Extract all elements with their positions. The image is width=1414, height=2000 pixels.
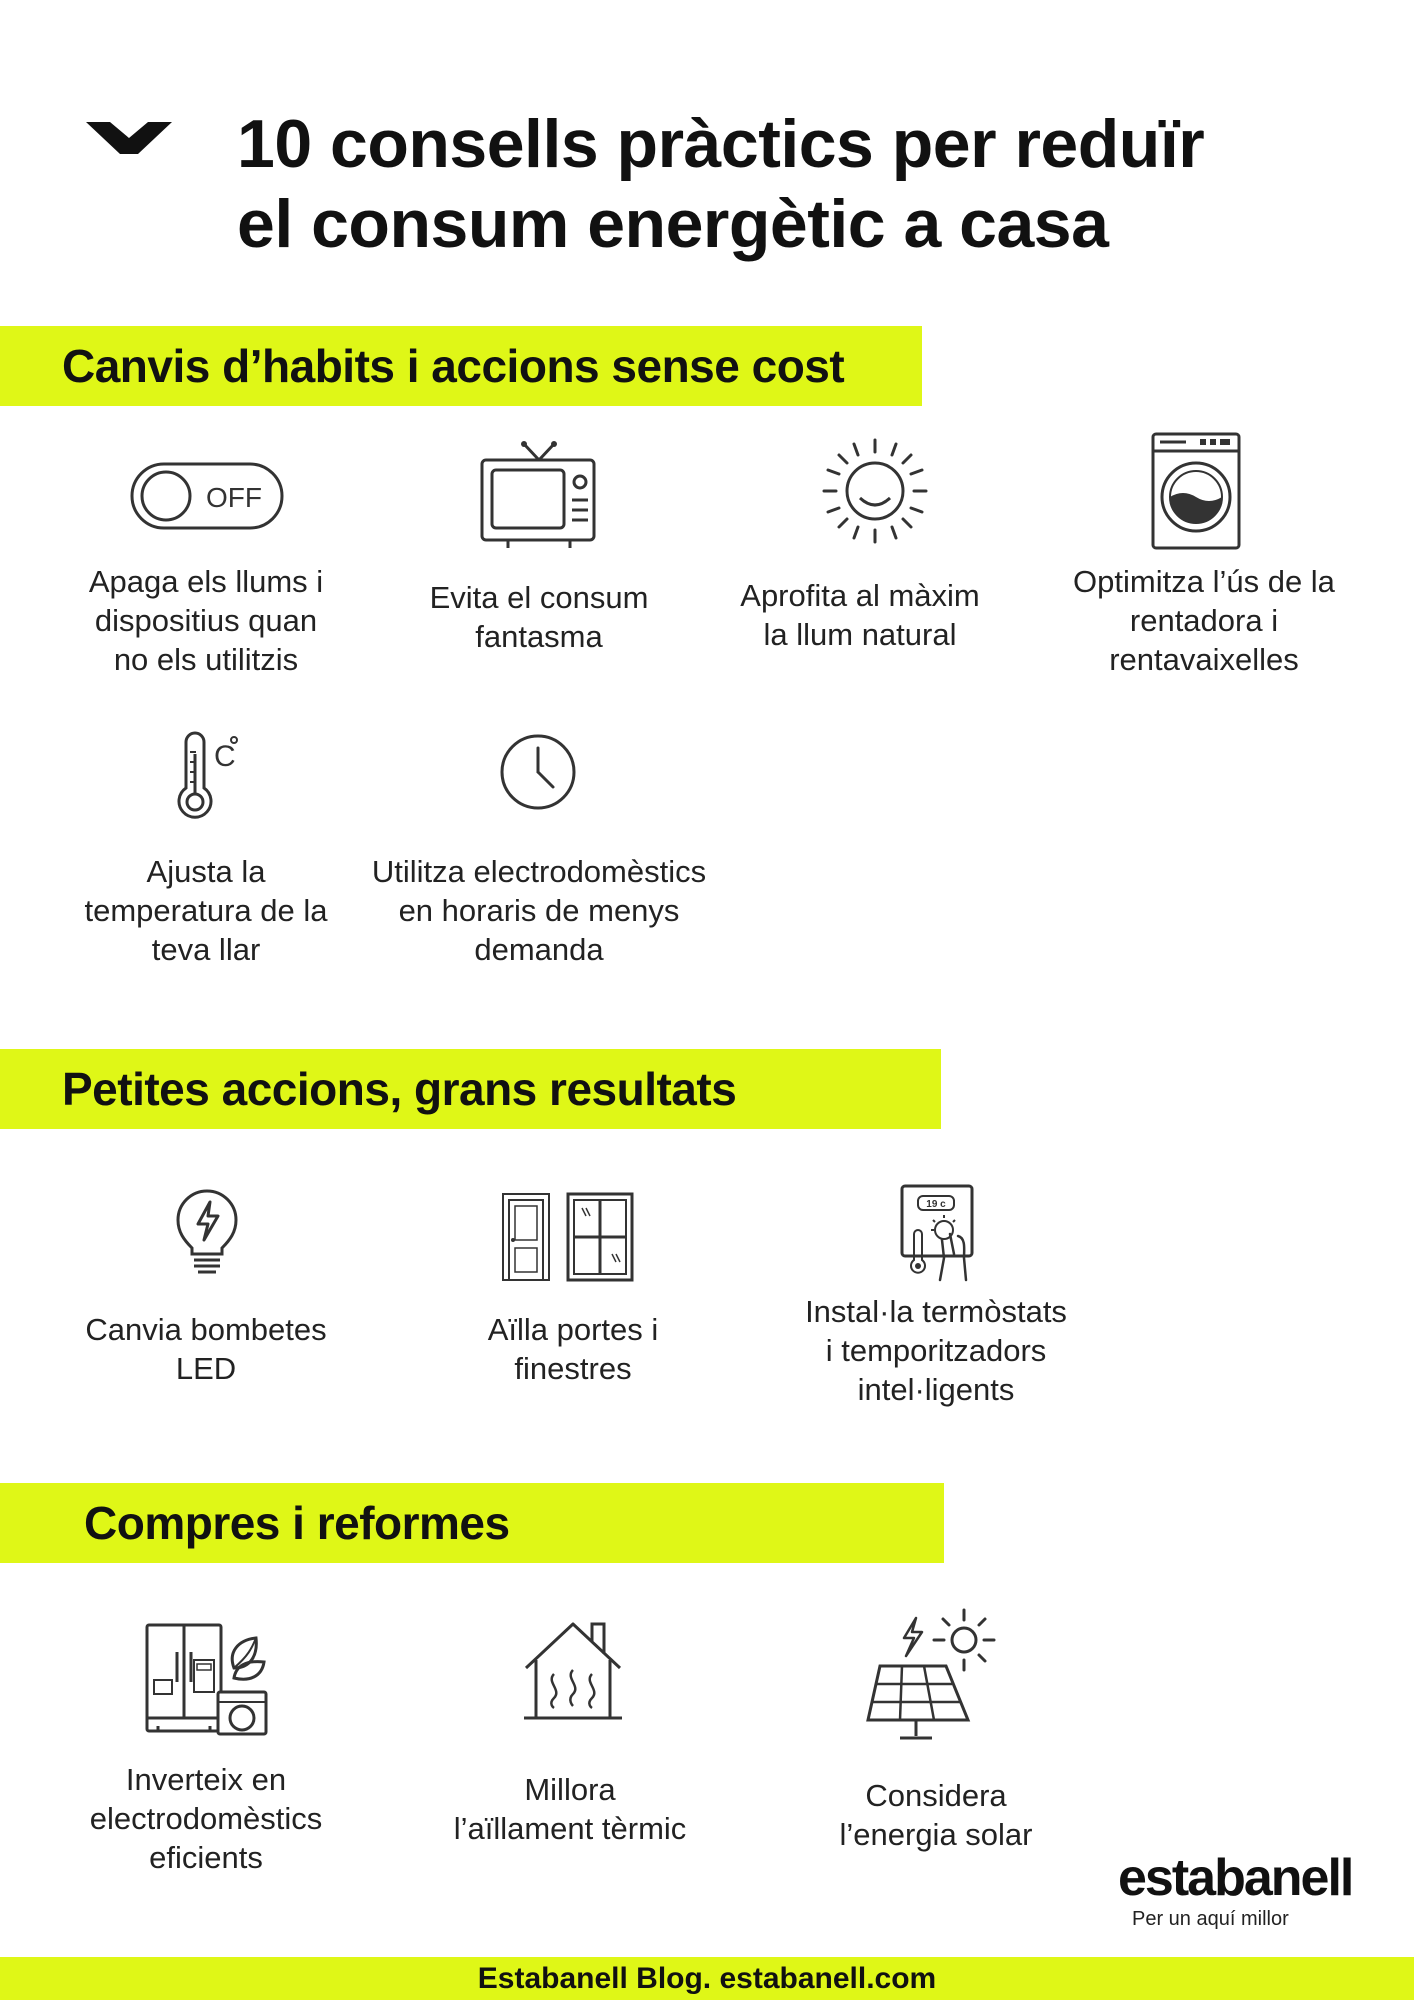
switch-off-label: OFF	[206, 482, 262, 513]
solar-panel-icon	[864, 1604, 1006, 1744]
tip-thermal-insulation: Millora l’aïllament tèrmic	[453, 1772, 687, 1846]
tip-phantom-consumption: Evita el consum fantasma	[429, 580, 649, 654]
page-title-line-2: el consum energètic a casa	[237, 186, 1109, 262]
tip-natural-light: Aprofita al màxim la llum natural	[740, 578, 980, 652]
thermostat-display: 19 c	[926, 1199, 946, 1210]
tip-off-peak-hours: Utilitza electrodomèstics en horaris de menys demanda	[371, 854, 707, 967]
tip-washing-machine: Optimitza l’ús de la rentadora i rentavaixelles	[1073, 564, 1335, 677]
section-heading-habits: Canvis d’habits i accions sense cost	[62, 340, 845, 392]
tip-turn-off-lights: Apaga els llums i dispositius quan no els utilitzis	[88, 564, 324, 677]
tip-led-bulbs: Canvia bombetes LED	[85, 1312, 327, 1386]
tip-efficient-appliances: Inverteix en electrodomèstics eficients	[89, 1762, 323, 1875]
footer-link[interactable]: Estabanell Blog. estabanell.com	[0, 1957, 1414, 2000]
page-title	[237, 104, 1357, 264]
section-heading-purchases: Compres i reformes	[84, 1497, 510, 1549]
smart-thermostat-icon	[900, 1184, 974, 1282]
brand-tagline: Per un aquí millor	[1132, 1908, 1289, 1930]
tip-smart-thermostats: Instal·la termòstats i temporitzadors intel·ligents	[805, 1294, 1067, 1407]
house-insulation-icon	[522, 1618, 624, 1724]
brand-logo-mark	[86, 120, 172, 156]
section-band-habits	[0, 326, 922, 406]
sun-icon	[820, 436, 930, 546]
led-bulb-icon	[174, 1188, 240, 1278]
tv-icon	[478, 438, 600, 550]
switch-off-icon	[130, 462, 284, 532]
tip-solar-energy: Considera l’energia solar	[839, 1778, 1033, 1852]
section-heading-small-actions: Petites accions, grans resultats	[62, 1063, 737, 1115]
door-window-icon	[500, 1192, 636, 1282]
section-band-purchases	[0, 1483, 944, 1563]
clock-icon	[498, 732, 578, 812]
efficient-appliances-icon	[144, 1622, 270, 1736]
tip-insulate-doors: Aïlla portes i finestres	[487, 1312, 659, 1386]
thermometer-unit: C	[214, 740, 236, 773]
section-band-small-actions	[0, 1049, 941, 1129]
tip-adjust-temperature: Ajusta la temperatura de la teva llar	[84, 854, 328, 967]
page-title-line-1: 10 consells pràctics per reduïr	[237, 106, 1205, 182]
brand-logo: estabanell	[1118, 1849, 1353, 1907]
washing-machine-icon	[1150, 431, 1242, 551]
thermometer-icon	[172, 730, 240, 822]
